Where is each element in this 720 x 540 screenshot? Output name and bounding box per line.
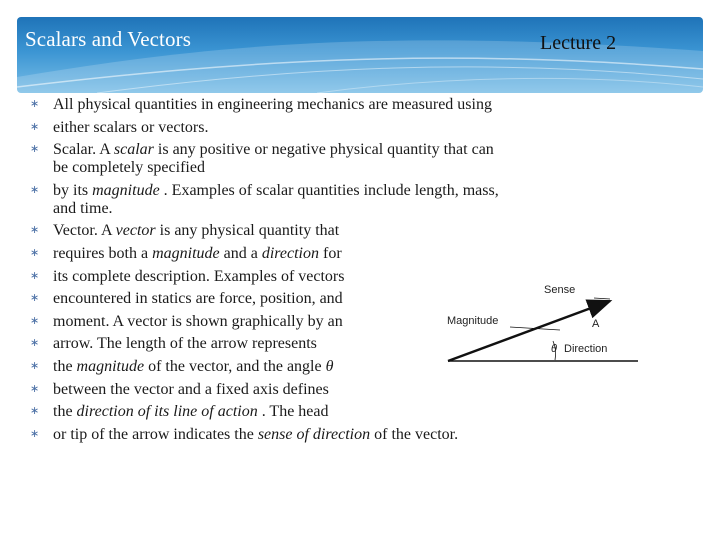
bullet-text: is any positive or negative physical quantity that can	[153, 141, 494, 159]
bullet-text: or tip of the arrow indicates the	[53, 425, 258, 443]
bullet-text: . Examples of scalar quantities include length, mass,	[159, 181, 499, 199]
bullet-text-italic: vector	[115, 222, 156, 240]
bullet-asterisk-icon: ∗	[30, 336, 40, 350]
bullet-asterisk-icon: ∗	[30, 182, 40, 196]
bullet-item	[30, 426, 630, 444]
bullet-item	[30, 96, 630, 114]
bullet-text: encountered in statics are force, position, and	[53, 290, 343, 308]
lecture-label: Lecture 2	[540, 32, 617, 54]
bullet-text: its complete description. Examples of vectors	[53, 267, 345, 285]
bullet-list	[30, 96, 630, 448]
bullet-text-italic: scalar	[113, 141, 154, 159]
bullet-text: for	[319, 244, 342, 262]
diagram-label-sense: Sense	[544, 284, 576, 296]
bullet-item	[30, 403, 630, 421]
bullet-asterisk-icon: ∗	[30, 97, 40, 110]
bullet-asterisk-icon: ∗	[30, 119, 40, 133]
bullet-text: and a	[219, 244, 262, 262]
bullet-asterisk-icon: ∗	[30, 223, 40, 237]
bullet-text: the	[53, 403, 77, 421]
bullet-text: the	[53, 357, 77, 375]
bullet-text: arrow. The length of the arrow represents	[53, 335, 317, 353]
bullet-text-italic: sense of direction	[257, 425, 371, 443]
bullet-item	[30, 141, 630, 177]
bullet-asterisk-icon: ∗	[30, 245, 40, 259]
bullet-text-italic: magnitude	[76, 357, 145, 375]
bullet-asterisk-icon: ∗	[30, 313, 40, 327]
title-banner	[17, 17, 703, 93]
bullet-text: Vector. A	[53, 222, 116, 240]
bullet-asterisk-icon: ∗	[30, 142, 40, 156]
bullet-asterisk-icon: ∗	[30, 381, 40, 395]
bullet-item	[30, 381, 630, 399]
bullet-text: moment. A vector is shown graphically by an	[53, 312, 343, 330]
bullet-text-italic: direction of its line of action	[76, 403, 258, 421]
bullet-text: . The head	[257, 403, 329, 421]
bullet-text-italic: θ	[325, 357, 334, 375]
bullet-text-italic: magnitude	[92, 181, 160, 199]
bullet-text: between the vector and a fixed axis defines	[53, 380, 329, 398]
diagram-label-direction: Direction	[564, 343, 608, 355]
bullet-item	[30, 182, 630, 218]
bullet-asterisk-icon: ∗	[30, 291, 40, 305]
bullet-item	[30, 222, 630, 240]
bullet-continuation-text: and time.	[53, 199, 113, 217]
bullet-continuation-text: be completely specified	[53, 159, 205, 177]
sense-pointer-line	[594, 298, 610, 299]
vector-diagram	[440, 280, 640, 372]
bullet-item	[30, 245, 630, 263]
bullet-asterisk-icon: ∗	[30, 268, 40, 282]
bullet-text-italic: direction	[261, 244, 319, 262]
bullet-text: All physical quantities in engineering mechanics are measured using	[53, 96, 492, 113]
bullet-text: requires both a	[53, 244, 153, 262]
bullet-text: of the vector.	[370, 425, 459, 443]
bullet-asterisk-icon: ∗	[30, 358, 40, 372]
bullet-text: either scalars or vectors.	[53, 118, 209, 136]
bullet-text-italic: magnitude	[152, 244, 220, 262]
bullet-asterisk-icon: ∗	[30, 426, 40, 440]
diagram-label-point: A	[592, 318, 600, 330]
bullet-text: Scalar. A	[53, 141, 114, 159]
bullet-item	[30, 119, 630, 137]
bullet-text: by its	[53, 181, 93, 199]
bullet-asterisk-icon: ∗	[30, 404, 40, 418]
bullet-text: of the vector, and the angle	[144, 357, 326, 375]
slide-title: Scalars and Vectors	[25, 27, 191, 51]
diagram-label-magnitude: Magnitude	[447, 315, 499, 327]
diagram-label-angle: θ	[551, 343, 557, 355]
bullet-text: is any physical quantity that	[155, 222, 340, 240]
